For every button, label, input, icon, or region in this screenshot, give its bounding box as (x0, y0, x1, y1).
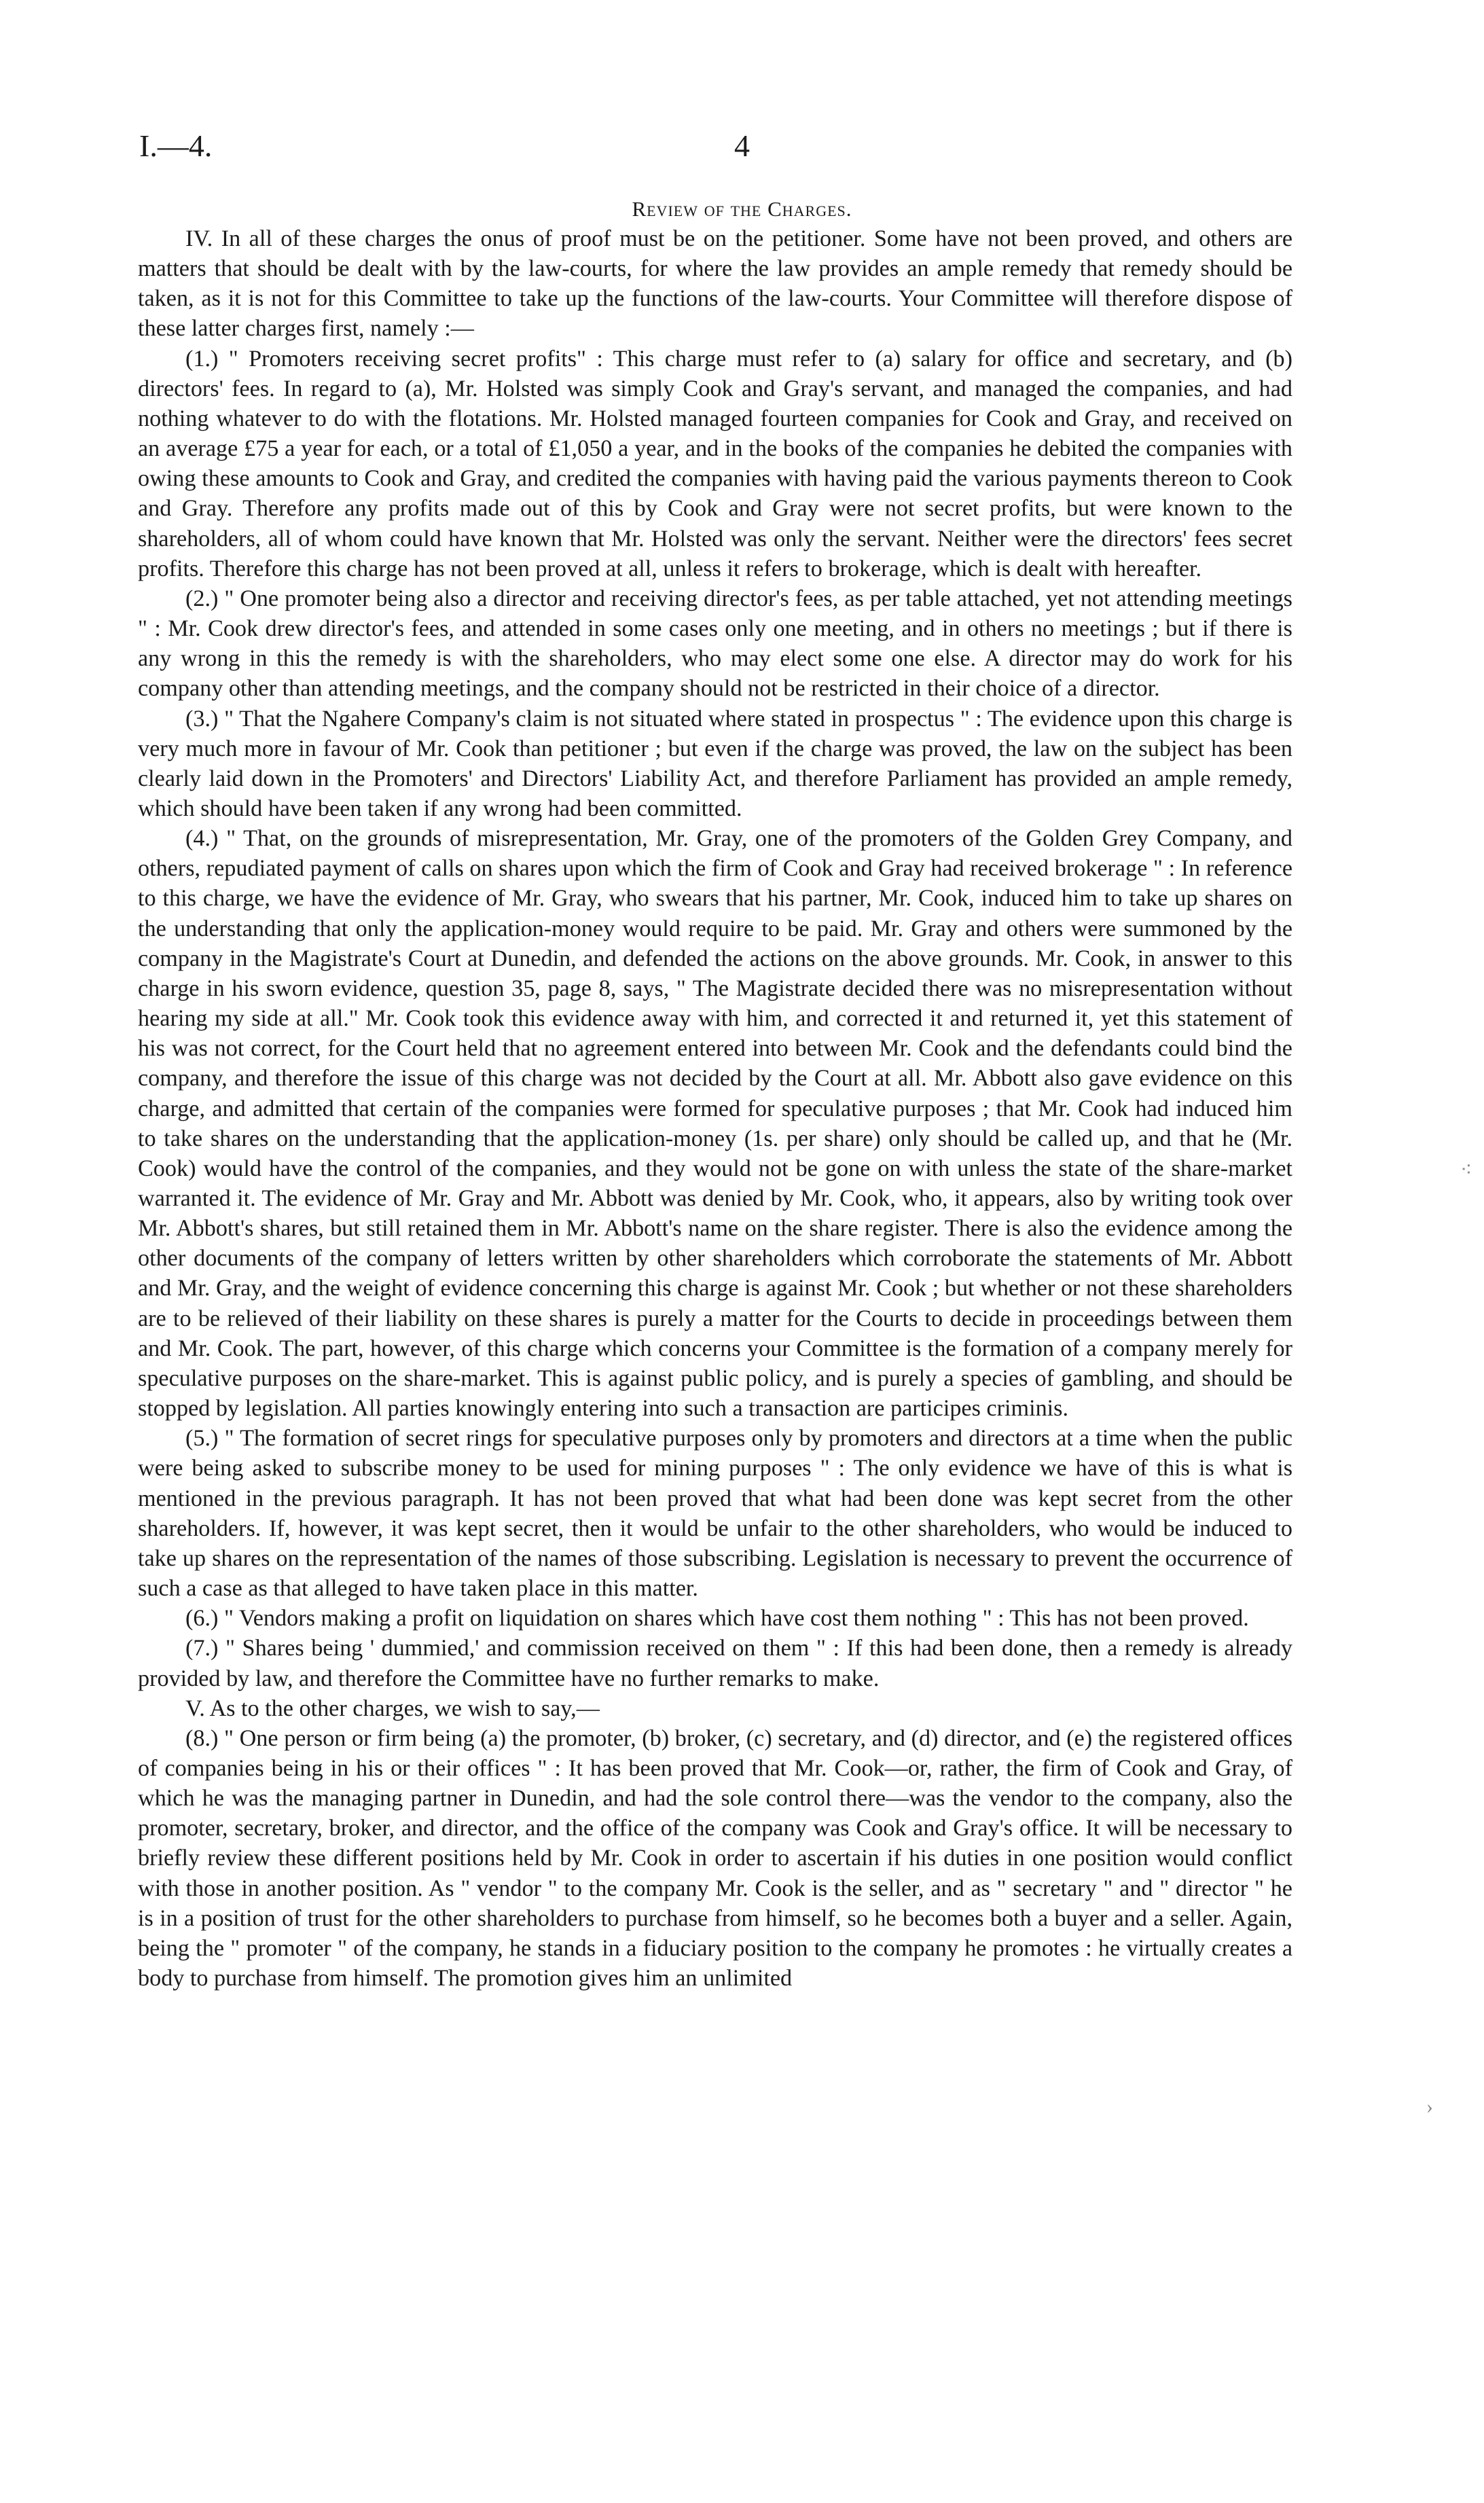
paragraph-charge-8: (8.) " One person or firm being (a) the promoter, (b) broker, (c) secretary, and (d) director, and (e) the registered offices of companies being in his or their offices " : It has been proved that Mr. Cook—or, rather, the firm of Cook and Gray, of which he was the managing partner in Dunedin, and had the sole control there—was the vendor to the company, also the promoter, secretary, broker, and director, and the office of the company was Cook and Gray's office. It will be necessary to briefly review these different positions held by Mr. Cook in order to ascertain if his duties in one position would conflict with those in another position. As " vendor " to the company Mr. Cook is the seller, and as " secretary " and " director " he is in a position of trust for the other shareholders to purchase from himself, so he becomes both a buyer and a seller. Again, being the " promoter " of the company, he stands in a fiduciary position to the company he promotes : he virtually creates a body to purchase from himself. The promotion gives him an unlimited (138, 1725, 1292, 1992)
paragraph-iv: IV. In all of these charges the onus of proof must be on the petitioner. Some have not been proved, and others are matters that should be dealt with by the law-courts, for where the law provides an ample remedy that remedy should be taken, as it is not for this Committee to take up the functions of the law-courts. Your Committee will therefore dispose of these latter charges first, namely :— (138, 226, 1292, 342)
page-number: 4 (734, 128, 750, 163)
page-reference: I.—4. (139, 128, 213, 163)
paragraph-charge-3: (3.) " That the Ngahere Company's claim is not situated where stated in prospectus " : The evidence upon this charge is very much more in favour of Mr. Cook than petitioner ; but even if the charge was proved, the law on the subject has been clearly laid down in the Promoters' and Directors' Liability Act, and therefore Parliament has provided an ample remedy, which should have been taken if any wrong had been committed. (138, 706, 1292, 821)
scan-speck-mark: › (1426, 2095, 1433, 2118)
paragraph-charge-1: (1.) " Promoters receiving secret profits" : This charge must refer to (a) salary for office and secretary, and (b) directors' fees. In regard to (a), Mr. Holsted was simply Cook and Gray's servant, and managed the companies, and had nothing whatever to do with the flotations. Mr. Holsted managed fourteen companies for Cook and Gray, and received on an average £75 a year for each, or a total of £1,050 a year, and in the books of the companies he debited the companies with owing these amounts to Cook and Gray, and credited the companies with having paid the various payments thereon to Cook and Gray. Therefore any profits made out of this by Cook and Gray were not secret profits, but were known to the shareholders, all of whom could have known that Mr. Holsted was only the servant. Neither were the directors' fees secret profits. Therefore this charge has not been proved at all, unless it refers to brokerage, which is dealt with hereafter. (138, 346, 1292, 581)
paragraph-charge-4: (4.) " That, on the grounds of misrepresentation, Mr. Gray, one of the promoters of the Golden Grey Company, and others, repudiated payment of calls on shares upon which the firm of Cook and Gray had received brokerage " : In reference to this charge, we have the evidence of Mr. Gray, who swears that his partner, Mr. Cook, induced him to take up shares on the understanding that only the application-money would require to be paid. Mr. Gray and others were summoned by the company in the Magistrate's Court at Dunedin, and defended the actions on the above grounds. Mr. Cook, in answer to this charge in his sworn evidence, question 35, page 8, says, " The Magistrate decided there was no misrepresentation without hearing my side at all." Mr. Cook took this evidence away with him, and corrected it and returned it, yet this statement of his was not correct, for the Court held that no agreement entered into between Mr. Cook and the defendants could bind the company, and therefore the issue of this charge was not decided by the Court at all. Mr. Abbott also gave evidence on this charge, and admitted that certain of the companies were formed for speculative purposes ; that Mr. Cook had induced him to take shares on the understanding that the application-money (1s. per share) only should be called up, and that he (Mr. Cook) would have the control of the companies, and they would not be gone on with unless the state of the share-market warranted it. The evidence of Mr. Gray and Mr. Abbott was denied by Mr. Cook, who, it appears, also by writing took over Mr. Abbott's shares, but still retained them in Mr. Abbott's name on the share register. There is also the evidence among the other documents of the company of letters written by other shareholders which corroborate the statements of Mr. Abbott and Mr. Gray, and the weight of evidence concerning this charge is against Mr. Cook ; but whether or not these shareholders are to be relieved of their liability on these shares is purely a matter for the Courts to decide in proceedings between them and Mr. Cook. The part, however, of this charge which concerns your Committee is the formation of a company merely for speculative purposes on the share-market. This is against public policy, and is purely a species of gambling, and should be stopped by legislation. All parties knowingly entering into such a transaction are participes criminis. (138, 826, 1292, 1422)
paragraph-v: V. As to the other charges, we wish to say,— (185, 1695, 600, 1721)
scan-speck-mark: ⁖ (1460, 1159, 1472, 1181)
page-header (139, 128, 1345, 168)
body-text (138, 224, 1292, 1994)
paragraph-charge-7: (7.) " Shares being ' dummied,' and commission received on them " : If this had been done, then a remedy is already provided by law, and therefore the Committee have no further remarks to make. (138, 1636, 1292, 1691)
section-title: Review of the Charges. (632, 197, 852, 221)
paragraph-charge-2: (2.) " One promoter being also a director and receiving director's fees, as per table attached, yet not attending meetings " : Mr. Cook drew director's fees, and attended in some cases only one meeting, and in others no meetings ; but if there is any wrong in this the remedy is with the shareholders, who may elect some one else. A director may do work for his company other than attending meetings, and the company should not be restricted in their choice of a director. (138, 586, 1292, 702)
paragraph-charge-5: (5.) " The formation of secret rings for speculative purposes only by promoters and directors at a time when the public were being asked to subscribe money to be used for mining purposes " : The only evidence we have of this is what is mentioned in the previous paragraph. It has not been proved that what had been done was kept secret from the other shareholders. If, however, it was kept secret, then it would be unfair to the other shareholders, who would be induced to take up shares on the representation of the names of those subscribing. Legislation is necessary to prevent the occurrence of such a case as that alleged to have taken place in this matter. (138, 1426, 1292, 1602)
paragraph-charge-6: (6.) " Vendors making a profit on liquidation on shares which have cost them nothing " : This has not been proved. (185, 1606, 1249, 1632)
